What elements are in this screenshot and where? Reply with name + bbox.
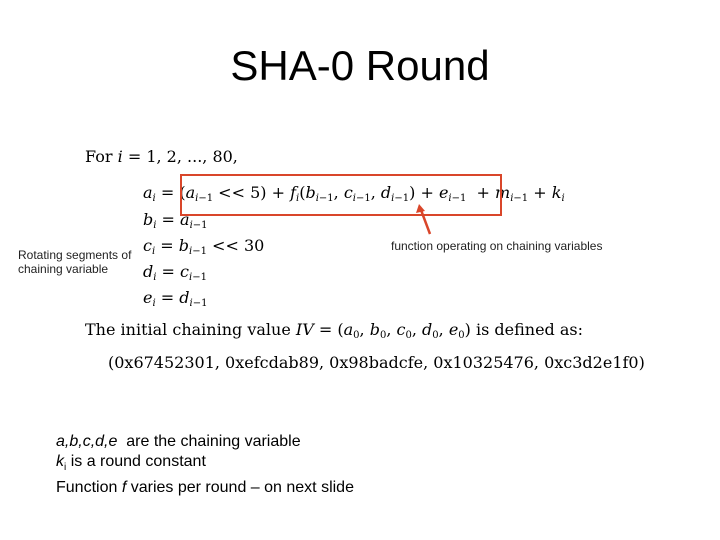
note-chaining (56, 432, 354, 452)
arrow-icon (410, 200, 440, 240)
note-chaining-text: are the chaining variable (126, 433, 301, 450)
equation-b: $b_i = a_{i-1}$ (143, 210, 208, 231)
iv-suffix: is defined as: (475, 320, 584, 339)
note-constant-var: k (56, 453, 64, 470)
iv-definition: The initial chaining value IV = ($a_0$, $b_0$, $c_0$, $d_0$, $e_0$) is defined as: (85, 320, 584, 341)
iv-intro: The initial chaining value (85, 320, 291, 339)
for-range: 1, 2, ..., 80, (146, 147, 238, 166)
function-annotation: function operating on chaining variables (391, 239, 603, 253)
note-function-var: f (121, 479, 127, 497)
note-constant-text: is a round constant (70, 453, 206, 470)
equation-e: $e_i = d_{i-1}$ (143, 288, 208, 309)
note-chaining-vars: a,b,c,d,e (56, 433, 118, 450)
equation-a: $a_i = (a_{i-1} << 5) + f_i(b_{i-1}$, $c_{i-1}$, $d_{i-1}) + e_{i-1} + m_{i-1} + k_i$ (143, 183, 565, 204)
note-function (56, 478, 354, 498)
slide-title: SHA-0 Round (230, 42, 490, 89)
note-constant (56, 452, 354, 478)
note-function-prefix: Function (56, 479, 118, 497)
for-keyword: For (85, 147, 113, 166)
rotating-annotation: Rotating segments of chaining variable (18, 248, 132, 276)
note-function-text: varies per round – on next slide (130, 479, 354, 497)
equation-c: $c_i = b_{i-1} << 30$ (143, 236, 265, 257)
note-constant-sub: i (64, 462, 67, 474)
iv-values: (0x67452301, 0xefcdab89, 0x98badcfe, 0x10325476, 0xc3d2e1f0) (108, 353, 645, 372)
notes-block (56, 432, 354, 498)
equation-d: $d_i = c_{i-1}$ (143, 262, 207, 283)
function-highlight-box (180, 174, 502, 216)
for-loop-line: For i = 1, 2, ..., 80, (85, 147, 238, 166)
